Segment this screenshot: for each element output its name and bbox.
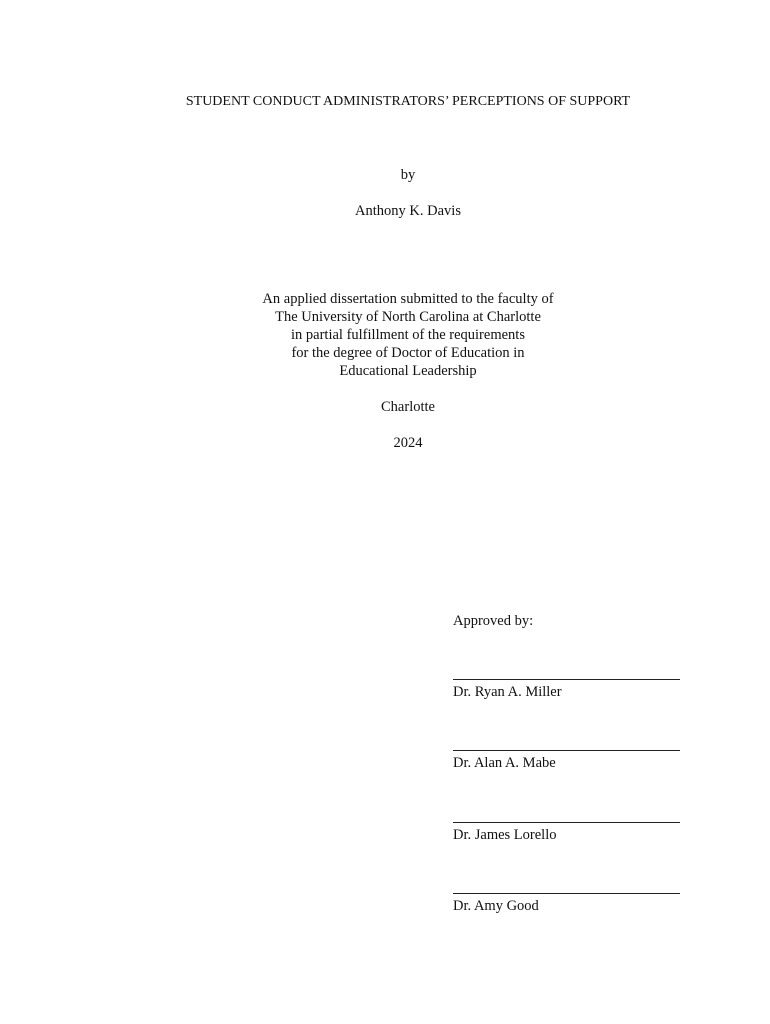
statement-line: in partial fulfillment of the requirements [291, 327, 525, 343]
signatory [453, 893, 680, 915]
signatory-name: Dr. Ryan A. Miller [453, 684, 562, 700]
approved-by-label: Approved by: [453, 613, 534, 629]
signature-line [453, 750, 680, 751]
statement-line: Educational Leadership [339, 363, 477, 379]
signatory [453, 679, 680, 701]
dissertation-title: STUDENT CONDUCT ADMINISTRATORS’ PERCEPTIONS OF SUPPORT [185, 94, 631, 109]
signatory-name: Dr. Alan A. Mabe [453, 755, 556, 771]
signatory [453, 750, 680, 772]
author-name: Anthony K. Davis [355, 203, 461, 219]
city: Charlotte [381, 399, 435, 415]
signatory-name: Dr. Amy Good [453, 898, 539, 914]
statement-line: The University of North Carolina at Charlotte [275, 309, 541, 325]
signatory [453, 822, 680, 844]
signature-line [453, 822, 680, 823]
signature-line [453, 679, 680, 680]
approval-block [453, 612, 680, 914]
year: 2024 [393, 435, 423, 451]
statement-line: An applied dissertation submitted to the faculty of [262, 291, 554, 307]
signature-line [453, 893, 680, 894]
by-line: by [400, 167, 416, 183]
submission-statement [0, 290, 770, 380]
signatory-name: Dr. James Lorello [453, 827, 557, 843]
statement-line: for the degree of Doctor of Education in [291, 345, 525, 361]
